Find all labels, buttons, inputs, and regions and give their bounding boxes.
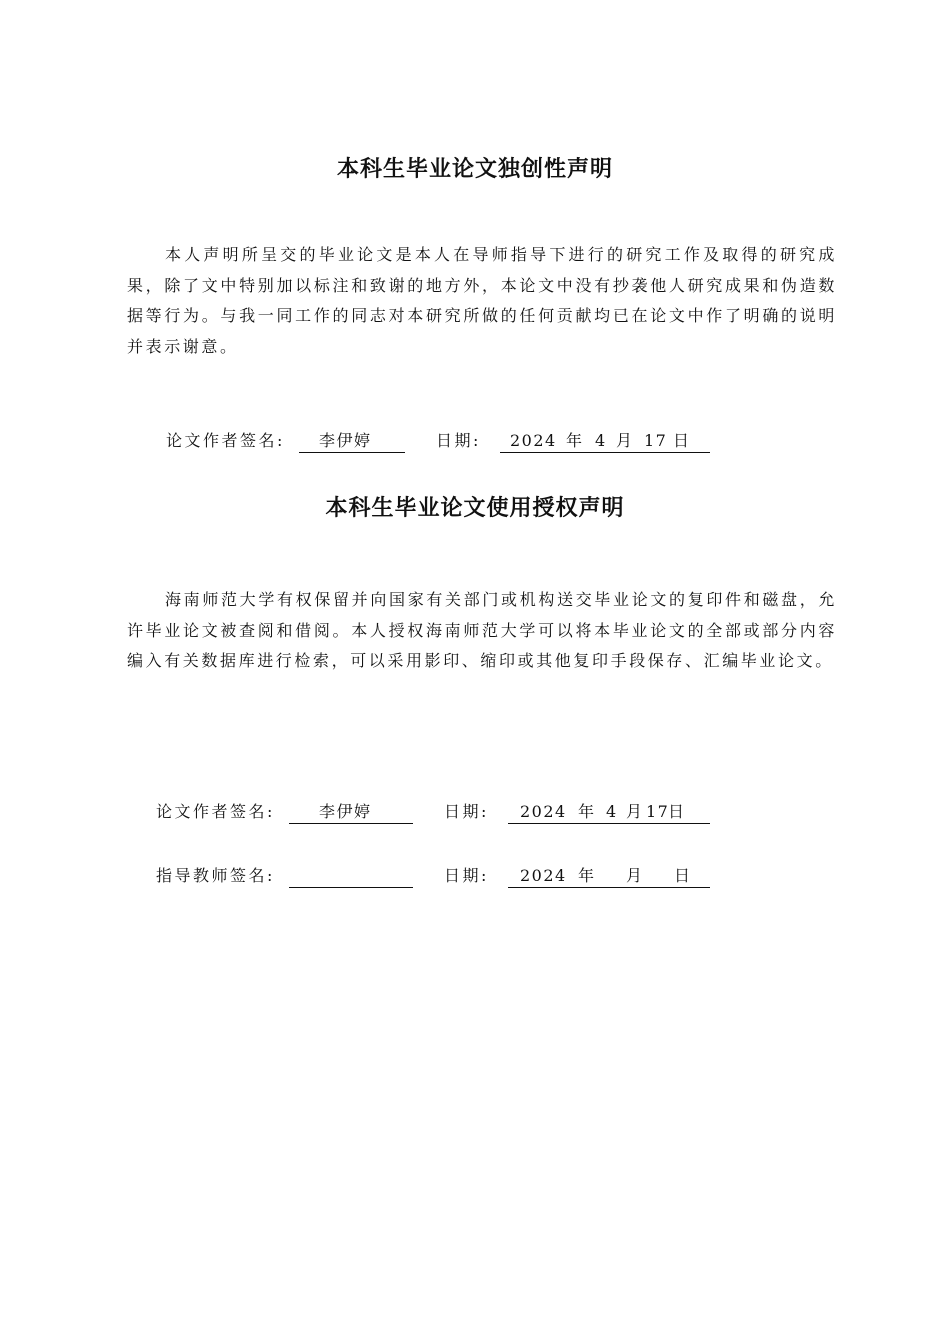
author-signature-field <box>299 429 405 453</box>
date-year: 2024 <box>510 431 557 450</box>
advisor-signature-label: 指导教师签名: <box>156 866 275 885</box>
date-year-unit: 年 <box>566 431 584 450</box>
date-year-unit: 年 <box>578 802 596 821</box>
date-month-unit: 月 <box>626 866 644 885</box>
date-day-unit: 日 <box>668 802 686 821</box>
date-year: 2024 <box>520 802 567 821</box>
originality-signature-line <box>166 429 726 453</box>
authorization-author-signature-line <box>156 800 736 824</box>
author-signature-label: 论文作者签名: <box>156 802 275 821</box>
date-year-unit: 年 <box>578 866 596 885</box>
date-day-unit: 日 <box>674 866 692 885</box>
date-label: 日期: <box>444 802 489 821</box>
date-field <box>500 429 710 453</box>
date-month-unit: 月 <box>626 802 644 821</box>
date-year: 2024 <box>520 866 567 885</box>
originality-declaration-title: 本科生毕业论文独创性声明 <box>336 157 613 182</box>
date-field <box>508 864 710 888</box>
author-signature-name: 李伊婷 <box>319 802 372 821</box>
date-label: 日期: <box>444 866 489 885</box>
authorization-declaration-title: 本科生毕业论文使用授权声明 <box>325 496 625 521</box>
date-month: 4 <box>606 802 618 821</box>
date-label: 日期: <box>436 431 481 450</box>
advisor-signature-field <box>289 864 413 888</box>
date-day-unit: 日 <box>673 431 691 450</box>
author-signature-field <box>289 800 413 824</box>
date-day: 17 <box>646 802 670 821</box>
author-signature-label: 论文作者签名: <box>166 431 285 450</box>
date-field <box>508 800 710 824</box>
originality-declaration-body: 本人声明所呈交的毕业论文是本人在导师指导下进行的研究工作及取得的研究成果，除了文中特别加以标注和致谢的地方外，本论文中没有抄袭他人研究成果和伪造数据等行为。与我一同工作的同志对本研究所做的任何贡献均已在论文中作了明确的说明并表示谢意。 <box>127 245 837 356</box>
authorization-declaration-body: 海南师范大学有权保留并向国家有关部门或机构送交毕业论文的复印件和磁盘，允许毕业论文被查阅和借阅。本人授权海南师范大学可以将本毕业论文的全部或部分内容编入有关数据库进行检索，可以采用影印、缩印或其他复印手段保存、汇编毕业论文。 <box>127 590 837 670</box>
date-month: 4 <box>595 431 607 450</box>
date-day: 17 <box>644 431 668 450</box>
author-signature-name: 李伊婷 <box>319 431 372 450</box>
date-month-unit: 月 <box>616 431 634 450</box>
advisor-signature-line <box>156 864 736 888</box>
